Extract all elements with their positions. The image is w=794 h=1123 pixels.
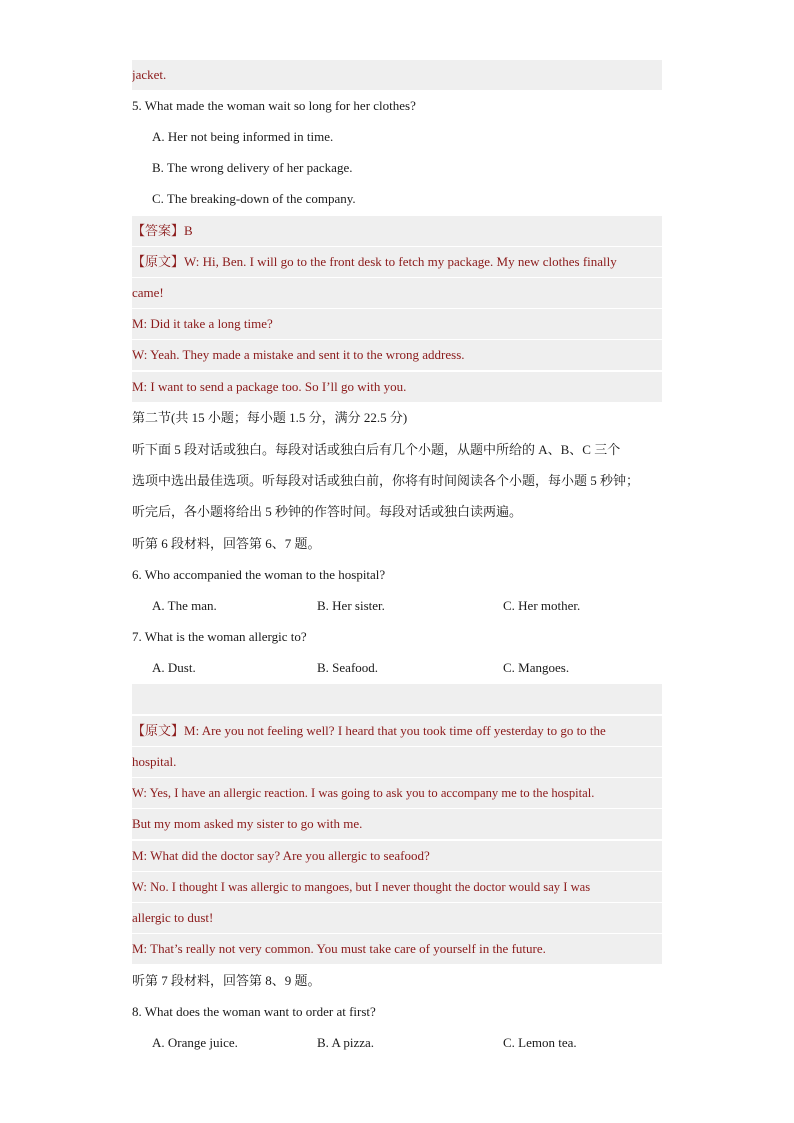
option-6b: B. Her sister. bbox=[317, 598, 385, 613]
answer-tag: 【答案】 bbox=[132, 223, 185, 238]
answer-line-1 bbox=[132, 216, 662, 246]
option-5b: B. The wrong delivery of her package. bbox=[152, 160, 353, 175]
transcript-tag: 【原文】 bbox=[132, 723, 185, 738]
instruction-line: 听下面 5 段对话或独白。每段对话或独白后有几个小题，从题中所给的 A、B、C 三个 bbox=[132, 442, 621, 457]
instruction-line: 选项中选出最佳选项。听每段对话或独白前，你将有时间阅读各个小题，每小题 5 秒钟； bbox=[132, 473, 640, 488]
transcript-line: M: I want to send a package too. So I’ll go with you. bbox=[132, 372, 662, 402]
option-7a: A. Dust. bbox=[152, 660, 196, 675]
option-8a: A. Orange juice. bbox=[152, 1035, 238, 1050]
answer-value: B bbox=[184, 223, 193, 238]
material-heading: 听第 7 段材料，回答第 8、9 题。 bbox=[132, 973, 321, 988]
transcript-line: came! bbox=[132, 278, 662, 308]
transcript-line: W: Yes, I have an allergic reaction. I was going to ask you to accompany me to the hospital. bbox=[132, 778, 662, 808]
question-8: 8. What does the woman want to order at first? bbox=[132, 1004, 376, 1019]
option-7c: C. Mangoes. bbox=[503, 660, 570, 675]
instruction-line: 听完后，各小题将给出 5 秒钟的作答时间。每段对话或独白读两遍。 bbox=[132, 504, 523, 519]
option-5c: C. The breaking-down of the company. bbox=[152, 191, 356, 206]
transcript-text: M: Are you not feeling well? I heard that you took time off yesterday to go to the bbox=[184, 723, 606, 738]
section-heading: 第二节(共 15 小题；每小题 1.5 分，满分 22.5 分) bbox=[132, 410, 408, 425]
answer-line-2 bbox=[132, 684, 662, 714]
option-6c: C. Her mother. bbox=[503, 598, 581, 613]
transcript-line: allergic to dust! bbox=[132, 903, 662, 933]
transcript-line: jacket. bbox=[132, 60, 662, 90]
transcript-line-1 bbox=[132, 247, 662, 277]
transcript-line: M: Did it take a long time? bbox=[132, 309, 662, 339]
transcript-tag: 【原文】 bbox=[132, 254, 185, 269]
question-5: 5. What made the woman wait so long for her clothes? bbox=[132, 98, 416, 113]
question-6: 6. Who accompanied the woman to the hospital? bbox=[132, 567, 386, 582]
option-8c: C. Lemon tea. bbox=[503, 1035, 577, 1050]
option-6a: A. The man. bbox=[152, 598, 217, 613]
transcript-line: M: That’s really not very common. You must take care of yourself in the future. bbox=[132, 934, 662, 964]
transcript-line: W: No. I thought I was allergic to mangoes, but I never thought the doctor would say I was bbox=[132, 872, 662, 902]
option-8b: B. A pizza. bbox=[317, 1035, 375, 1050]
transcript-text: W: Hi, Ben. I will go to the front desk to fetch my package. My new clothes finally bbox=[184, 254, 617, 269]
transcript-line: But my mom asked my sister to go with me. bbox=[132, 809, 662, 839]
option-7b: B. Seafood. bbox=[317, 660, 379, 675]
transcript-line-2 bbox=[132, 716, 662, 746]
option-5a: A. Her not being informed in time. bbox=[152, 129, 334, 144]
transcript-line: M: What did the doctor say? Are you allergic to seafood? bbox=[132, 841, 662, 871]
transcript-line: W: Yeah. They made a mistake and sent it to the wrong address. bbox=[132, 340, 662, 370]
material-heading: 听第 6 段材料，回答第 6、7 题。 bbox=[132, 536, 321, 551]
transcript-line: hospital. bbox=[132, 747, 662, 777]
question-7: 7. What is the woman allergic to? bbox=[132, 629, 307, 644]
